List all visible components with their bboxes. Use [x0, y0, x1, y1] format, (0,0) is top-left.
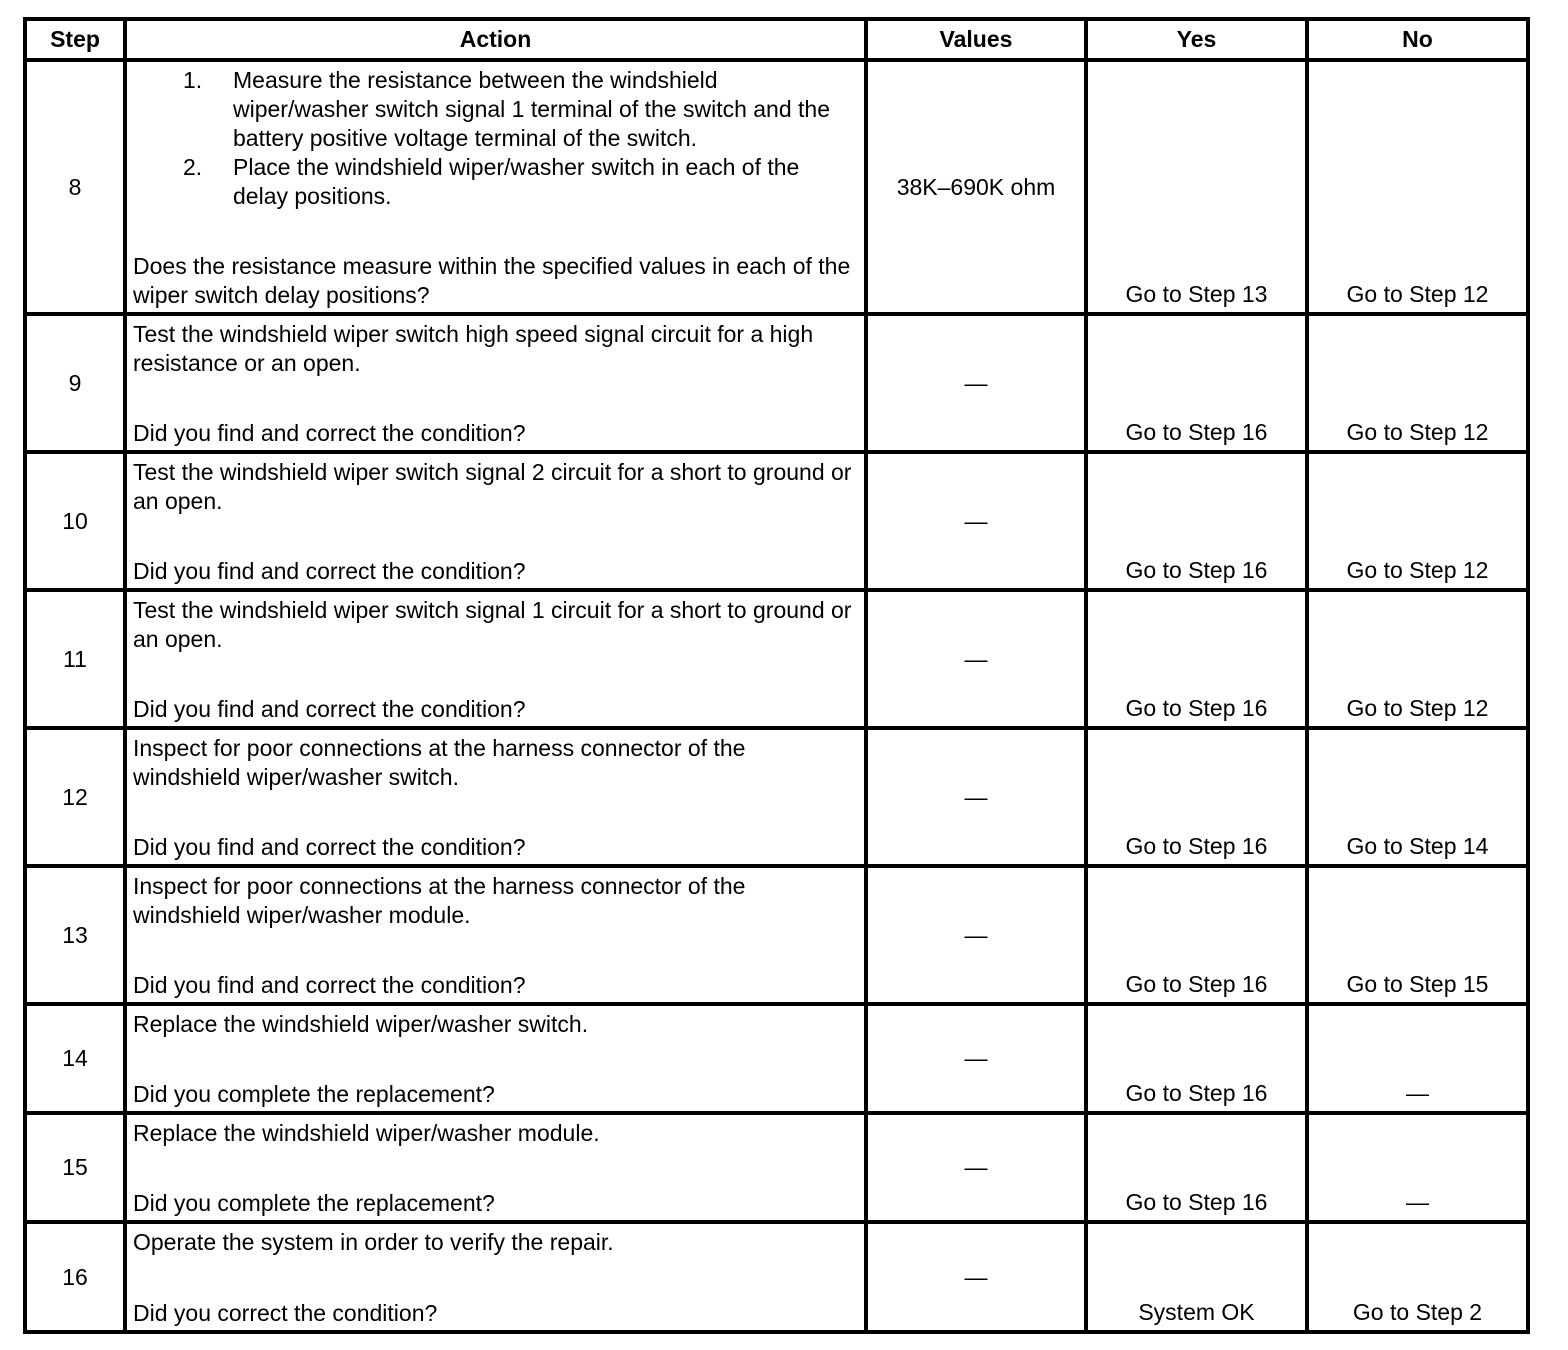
table-row — [25, 314, 1528, 452]
values-cell: — — [866, 728, 1086, 866]
yes-cell: Go to Step 16 — [1086, 1113, 1307, 1222]
yes-cell: System OK — [1086, 1222, 1307, 1332]
yes-cell: Go to Step 16 — [1086, 728, 1307, 866]
no-cell: Go to Step 2 — [1307, 1222, 1528, 1332]
values-cell: — — [866, 590, 1086, 728]
action-instruction: Inspect for poor connections at the harness connector of the windshield wiper/washer module. — [133, 873, 746, 928]
yes-cell: Go to Step 16 — [1086, 1004, 1307, 1113]
action-cell — [125, 1004, 866, 1113]
yes-cell: Go to Step 16 — [1086, 452, 1307, 590]
no-cell: Go to Step 12 — [1307, 452, 1528, 590]
table-row — [25, 60, 1528, 314]
step-number: 12 — [25, 728, 125, 866]
step-number: 9 — [25, 314, 125, 452]
values-cell: — — [866, 866, 1086, 1004]
step-number: 8 — [25, 60, 125, 314]
yes-cell: Go to Step 16 — [1086, 590, 1307, 728]
yes-cell: Go to Step 16 — [1086, 314, 1307, 452]
action-instruction: Test the windshield wiper switch signal 2 circuit for a short to ground or an open. — [133, 459, 852, 514]
values-cell: — — [866, 1113, 1086, 1222]
table-row — [25, 1222, 1528, 1332]
header-action: Action — [125, 19, 866, 60]
step-number: 11 — [25, 590, 125, 728]
action-cell — [125, 452, 866, 590]
action-cell — [125, 1113, 866, 1222]
no-cell: — — [1307, 1004, 1528, 1113]
values-cell: 38K–690K ohm — [866, 60, 1086, 314]
table-row — [25, 866, 1528, 1004]
action-cell — [125, 60, 866, 314]
diagnostic-table — [23, 17, 1530, 1334]
yes-cell: Go to Step 13 — [1086, 60, 1307, 314]
table-row — [25, 590, 1528, 728]
action-question: Did you correct the condition? — [133, 1300, 438, 1326]
substep-list — [133, 66, 856, 211]
action-cell — [125, 866, 866, 1004]
action-instruction: Inspect for poor connections at the harness connector of the windshield wiper/washer switch. — [133, 735, 746, 790]
action-cell — [125, 314, 866, 452]
step-number: 10 — [25, 452, 125, 590]
header-yes: Yes — [1086, 19, 1307, 60]
list-item — [183, 153, 856, 211]
header-step: Step — [25, 19, 125, 60]
action-question: Did you complete the replacement? — [133, 1081, 495, 1107]
table-row — [25, 452, 1528, 590]
header-row — [25, 19, 1528, 60]
action-instruction: Replace the windshield wiper/washer module. — [133, 1120, 600, 1146]
step-number: 16 — [25, 1222, 125, 1332]
no-cell: Go to Step 12 — [1307, 590, 1528, 728]
table-row — [25, 1004, 1528, 1113]
action-question: Did you find and correct the condition? — [133, 420, 526, 446]
action-instruction: Test the windshield wiper switch signal 1 circuit for a short to ground or an open. — [133, 597, 852, 652]
step-number: 13 — [25, 866, 125, 1004]
action-instruction: Test the windshield wiper switch high speed signal circuit for a high resistance or an open. — [133, 321, 814, 376]
action-question: Did you find and correct the condition? — [133, 834, 526, 860]
action-question: Does the resistance measure within the specified values in each of the wiper switch delay positions? — [133, 253, 851, 308]
values-cell: — — [866, 1004, 1086, 1113]
values-cell: — — [866, 452, 1086, 590]
header-values: Values — [866, 19, 1086, 60]
table-row — [25, 1113, 1528, 1222]
action-cell — [125, 590, 866, 728]
header-no: No — [1307, 19, 1528, 60]
action-question: Did you find and correct the condition? — [133, 558, 526, 584]
list-item — [183, 66, 856, 153]
step-number: 15 — [25, 1113, 125, 1222]
substep-number: 2. — [183, 154, 203, 180]
no-cell: Go to Step 12 — [1307, 60, 1528, 314]
action-question: Did you find and correct the condition? — [133, 696, 526, 722]
values-cell: — — [866, 1222, 1086, 1332]
step-number: 14 — [25, 1004, 125, 1113]
action-instruction: Operate the system in order to verify the repair. — [133, 1229, 614, 1255]
no-cell: Go to Step 15 — [1307, 866, 1528, 1004]
action-cell — [125, 728, 866, 866]
action-question: Did you find and correct the condition? — [133, 972, 526, 998]
action-cell — [125, 1222, 866, 1332]
no-cell: Go to Step 14 — [1307, 728, 1528, 866]
values-cell: — — [866, 314, 1086, 452]
action-instruction: Replace the windshield wiper/washer switch. — [133, 1011, 589, 1037]
table-row — [25, 728, 1528, 866]
substep-number: 1. — [183, 67, 203, 93]
substep-text: Place the windshield wiper/washer switch in each of the delay positions. — [233, 154, 800, 209]
substep-text: Measure the resistance between the windshield wiper/washer switch signal 1 terminal of the switch and the battery positive voltage terminal of the switch. — [233, 67, 831, 151]
no-cell: — — [1307, 1113, 1528, 1222]
yes-cell: Go to Step 16 — [1086, 866, 1307, 1004]
no-cell: Go to Step 12 — [1307, 314, 1528, 452]
action-question: Did you complete the replacement? — [133, 1190, 495, 1216]
